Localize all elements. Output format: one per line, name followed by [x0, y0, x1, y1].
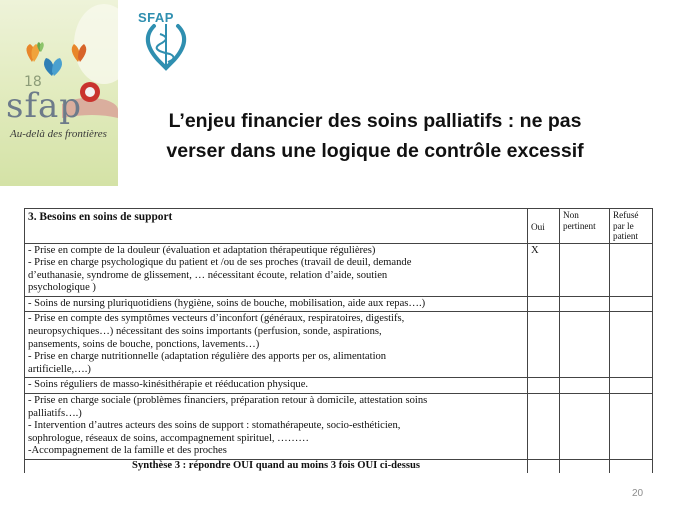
- synthesis-text: Synthèse 3 : répondre OUI quand au moins 3 fois OUI ci-dessus: [25, 460, 528, 473]
- row-description: - Prise en charge sociale (problèmes financiers, préparation retour à domicile, attestation soins palliatifs….) - Intervention d’autres acteurs des soins de support : stomathérapeute, socio-esthéticien, sophrologue, réseaux de soins, accompagnement spirituel, ……… -Accompagnement de la famille et des proches: [25, 394, 528, 460]
- row-description: - Prise en compte des symptômes vecteurs d’inconfort (généraux, respiratoires, digestifs, neuropsychiques…) nécessitant des soins importants (perfusion, sonde, aspirations, pansements, soins de bouche, ponctions, lavements…) - Prise en charge nutritionnelle (adaptation régulière des apports per os, alimentation artificielle,….): [25, 312, 528, 378]
- slide-title-line-1: L’enjeu financier des soins palliatifs : ne pas: [168, 110, 582, 132]
- table-row: [25, 394, 653, 460]
- row-oui-cell: [528, 394, 560, 460]
- row-description: - Prise en compte de la douleur (évaluation et adaptation thérapeutique régulières) - Prise en charge psychologique du patient et /ou de ses proches (travail de deuil, demande d’euthanasie, syndrome de glissement, … nécessitant écoute, relation d’aide, soutien psychologique ): [25, 243, 528, 296]
- row-non-pertinent-cell: [560, 296, 610, 312]
- row-refuse-cell: [610, 296, 653, 312]
- synthesis-row: [25, 460, 653, 473]
- synthesis-oui-cell: [528, 460, 560, 473]
- slide-title-line-2: verser dans une logique de contrôle excessif: [166, 140, 584, 162]
- row-oui-cell: X: [528, 243, 560, 296]
- row-refuse-cell: [610, 394, 653, 460]
- conference-badge: [0, 0, 118, 186]
- row-non-pertinent-cell: [560, 394, 610, 460]
- table-row: [25, 296, 653, 312]
- badge-wordmark: sfap: [6, 86, 83, 126]
- table-row: [25, 312, 653, 378]
- sfap-caduceus-logo-icon: [136, 8, 196, 72]
- support-care-table: [24, 208, 653, 473]
- table-row: [25, 243, 653, 296]
- badge-number: 18: [24, 74, 42, 90]
- row-refuse-cell: [610, 243, 653, 296]
- synthesis-non-pertinent-cell: [560, 460, 610, 473]
- synthesis-refuse-cell: [610, 460, 653, 473]
- row-description: - Soins de nursing pluriquotidiens (hygiène, soins de bouche, mobilisation, aide aux repas….): [25, 296, 528, 312]
- row-description: - Soins réguliers de masso-kinésithérapie et rééducation physique.: [25, 378, 528, 394]
- row-refuse-cell: [610, 378, 653, 394]
- column-header-non-pertinent: Non pertinent: [560, 209, 610, 244]
- row-non-pertinent-cell: [560, 312, 610, 378]
- butterfly-icon: [44, 58, 62, 76]
- row-non-pertinent-cell: [560, 243, 610, 296]
- row-refuse-cell: [610, 312, 653, 378]
- row-non-pertinent-cell: [560, 378, 610, 394]
- slide-title: [150, 106, 600, 166]
- row-oui-cell: [528, 378, 560, 394]
- badge-tagline: Au-delà des frontières: [10, 128, 107, 140]
- section-heading: 3. Besoins en soins de support: [25, 209, 528, 244]
- row-oui-cell: [528, 296, 560, 312]
- page-number: 20: [632, 488, 644, 499]
- column-header-refuse: Refusé par le patient: [610, 209, 653, 244]
- row-oui-cell: [528, 312, 560, 378]
- column-header-oui: Oui: [528, 209, 560, 244]
- sfap-logo-text: SFAP: [138, 10, 174, 25]
- table-row: [25, 378, 653, 394]
- table-header-row: [25, 209, 653, 244]
